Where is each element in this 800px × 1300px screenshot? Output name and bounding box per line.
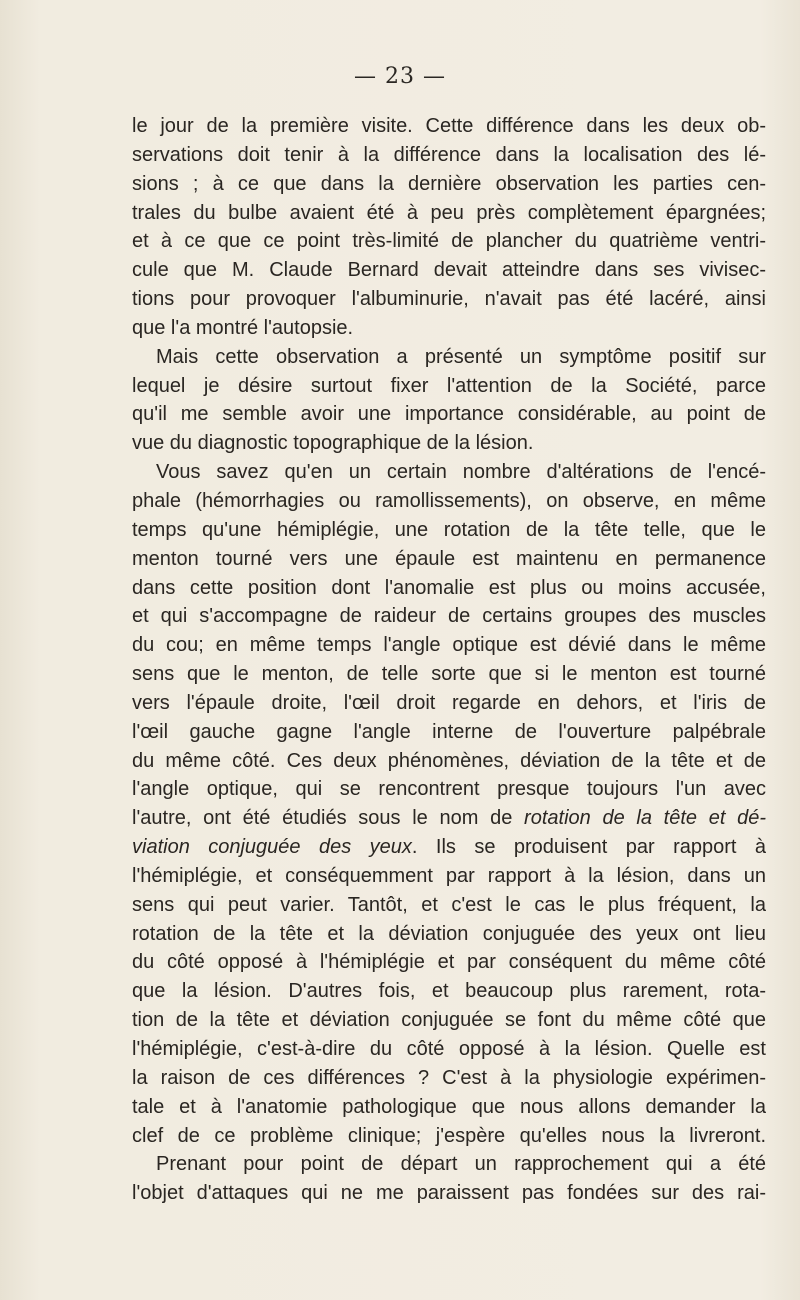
text-line: sens qui peut varier. Tantôt, et c'est le cas le plus fréquent, la bbox=[132, 893, 766, 916]
text-line: rotation de la tête et la déviation conjuguée des yeux ont lieu bbox=[132, 922, 766, 945]
text-line: vers l'épaule droite, l'œil droit regarde en dehors, et l'iris de bbox=[132, 691, 766, 714]
text-line: du côté opposé à l'hémiplégie et par conséquent du même côté bbox=[132, 951, 766, 974]
text-line: du cou; en même temps l'angle optique est dévié dans le même bbox=[132, 634, 766, 657]
text-line: sions ; à ce que dans la dernière observation les parties cen- bbox=[132, 172, 766, 195]
text-line: clef de ce problème clinique; j'espère qu'elles nous la livreront. bbox=[132, 1124, 766, 1147]
text-line: et qui s'accompagne de raideur de certains groupes des muscles bbox=[132, 605, 766, 628]
text-line: lequel je désire surtout fixer l'attention de la Société, parce bbox=[132, 374, 766, 397]
text-line: l'œil gauche gagne l'angle interne de l'ouverture palpébrale bbox=[132, 720, 766, 743]
text-line: tions pour provoquer l'albuminurie, n'avait pas été lacéré, ainsi bbox=[132, 288, 766, 311]
text-line: la raison de ces différences ? C'est à la physiologie expérimen- bbox=[132, 1066, 766, 1089]
text-line: qu'il me semble avoir une importance considérable, au point de bbox=[132, 403, 766, 426]
text-line: l'hémiplégie, c'est-à-dire du côté opposé à la lésion. Quelle est bbox=[132, 1038, 766, 1060]
text-line: du même côté. Ces deux phénomènes, déviation de la tête et de bbox=[132, 749, 766, 772]
text-line: dans cette position dont l'anomalie est plus ou moins accusée, bbox=[132, 576, 766, 599]
text-line: Prenant pour point de départ un rapprochement qui a été bbox=[156, 1153, 766, 1176]
text-line: que l'a montré l'autopsie. bbox=[132, 316, 354, 339]
text-line bbox=[132, 833, 766, 862]
text-line: tale et à l'anatomie pathologique que nous allons demander la bbox=[132, 1095, 766, 1118]
text-line: l'objet d'attaques qui ne me paraissent pas fondées sur des rai- bbox=[132, 1182, 766, 1205]
text-line: l'hémiplégie, et conséquemment par rapport à la lésion, dans un bbox=[132, 864, 766, 887]
italic-text-run: rotation de la tête et dé- bbox=[524, 807, 766, 830]
text-line: que la lésion. D'autres fois, et beaucoup plus rarement, rota- bbox=[132, 980, 766, 1003]
text-line: Vous savez qu'en un certain nombre d'altérations de l'encé- bbox=[156, 461, 766, 484]
text-line: menton tourné vers une épaule est maintenu en permanence bbox=[132, 547, 766, 570]
text-line: vue du diagnostic topographique de la lésion. bbox=[132, 432, 534, 455]
text-line: et à ce que ce point très-limité de plancher du quatrième ventri- bbox=[132, 230, 766, 253]
text-line: temps qu'une hémiplégie, une rotation de la tête telle, que le bbox=[132, 518, 766, 541]
text-run: l'autre, ont été étudiés sous le nom de bbox=[132, 807, 525, 830]
italic-text-run: viation conjuguée des yeux bbox=[132, 836, 412, 859]
text-run: . Ils se produisent par rapport à bbox=[411, 836, 766, 859]
text-line: Mais cette observation a présenté un symptôme positif sur bbox=[156, 345, 766, 368]
body-text bbox=[132, 112, 766, 1208]
page-number: — 23 — bbox=[354, 64, 446, 89]
text-line: tion de la tête et déviation conjuguée se font du même côté que bbox=[132, 1009, 766, 1032]
text-line bbox=[132, 804, 766, 833]
text-line: le jour de la première visite. Cette différence dans les deux ob- bbox=[132, 115, 766, 137]
text-line: l'angle optique, qui se rencontrent presque toujours l'un avec bbox=[132, 778, 766, 801]
text-line: phale (hémorrhagies ou ramollissements), on observe, en même bbox=[132, 489, 766, 512]
text-line: cule que M. Claude Bernard devait atteindre dans ses vivisec- bbox=[132, 259, 766, 282]
text-line: servations doit tenir à la différence dans la localisation des lé- bbox=[132, 143, 766, 166]
text-line: sens que le menton, de telle sorte que si le menton est tourné bbox=[132, 663, 766, 686]
text-line: trales du bulbe avaient été à peu près complètement épargnées; bbox=[132, 201, 766, 224]
